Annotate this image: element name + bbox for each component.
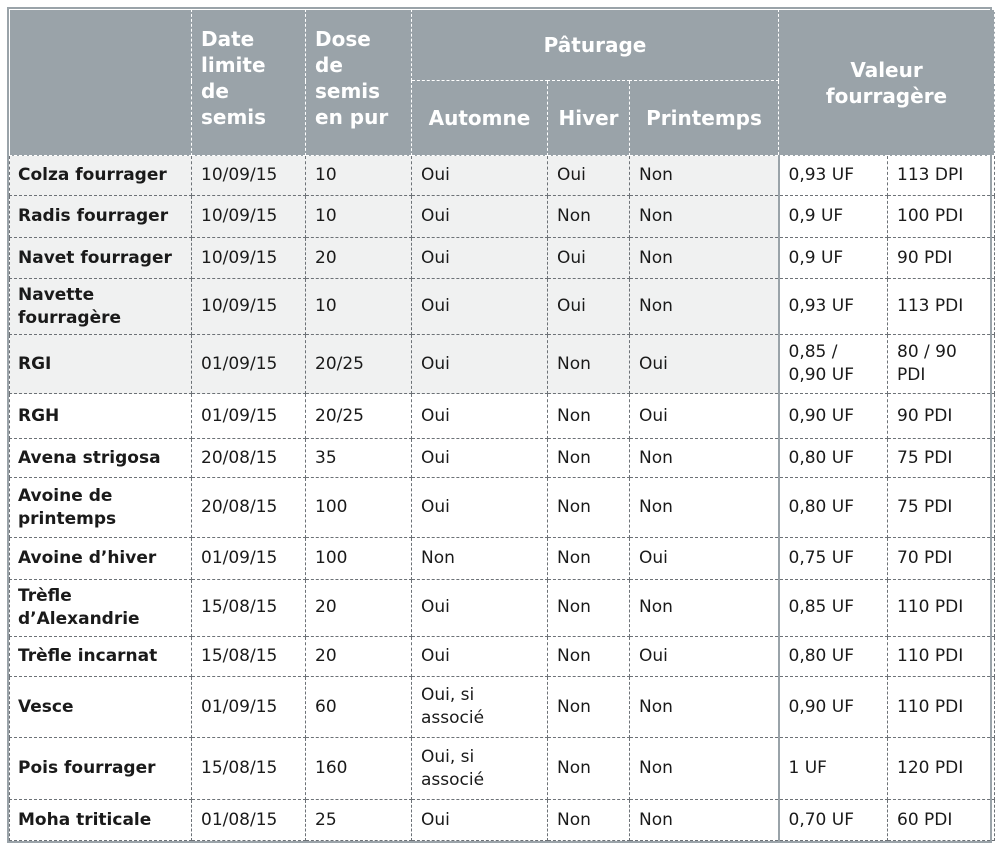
cell-uf: 0,9 UF bbox=[779, 237, 888, 278]
cell-species: Navet fourrager bbox=[10, 237, 192, 278]
cell-species: Vesce bbox=[10, 677, 192, 738]
cell-pdi: 113 PDI bbox=[888, 279, 995, 335]
cell-autumn: Oui bbox=[412, 800, 548, 841]
table-row bbox=[10, 538, 995, 579]
cell-autumn: Oui bbox=[412, 636, 548, 676]
cell-dose: 10 bbox=[306, 279, 412, 335]
cell-species: Trèfle incarnat bbox=[10, 636, 192, 676]
cell-pdi: 75 PDI bbox=[888, 478, 995, 538]
forage-table bbox=[9, 9, 995, 841]
forage-table-frame bbox=[7, 7, 992, 843]
cell-winter: Non bbox=[548, 579, 630, 636]
cell-winter: Non bbox=[548, 438, 630, 477]
cell-uf: 0,80 UF bbox=[779, 478, 888, 538]
table-row bbox=[10, 156, 995, 196]
cell-species: Pois fourrager bbox=[10, 738, 192, 800]
cell-winter: Non bbox=[548, 636, 630, 676]
table-row bbox=[10, 636, 995, 676]
cell-spring: Non bbox=[630, 738, 779, 800]
cell-autumn: Oui bbox=[412, 196, 548, 237]
cell-autumn: Oui bbox=[412, 156, 548, 196]
cell-spring: Non bbox=[630, 196, 779, 237]
cell-pdi: 80 / 90 PDI bbox=[888, 335, 995, 394]
header-spring: Printemps bbox=[630, 81, 779, 156]
cell-spring: Oui bbox=[630, 335, 779, 394]
cell-winter: Non bbox=[548, 196, 630, 237]
cell-winter: Non bbox=[548, 538, 630, 579]
cell-pdi: 110 PDI bbox=[888, 579, 995, 636]
cell-uf: 0,93 UF bbox=[779, 156, 888, 196]
cell-pdi: 120 PDI bbox=[888, 738, 995, 800]
cell-species: Radis fourrager bbox=[10, 196, 192, 237]
cell-uf: 0,70 UF bbox=[779, 800, 888, 841]
cell-pdi: 90 PDI bbox=[888, 394, 995, 439]
cell-uf: 1 UF bbox=[779, 738, 888, 800]
cell-uf: 0,90 UF bbox=[779, 677, 888, 738]
cell-spring: Oui bbox=[630, 636, 779, 676]
cell-dose: 10 bbox=[306, 196, 412, 237]
cell-winter: Non bbox=[548, 394, 630, 439]
cell-dose: 20 bbox=[306, 237, 412, 278]
cell-species: Avoine de printemps bbox=[10, 478, 192, 538]
cell-autumn: Oui bbox=[412, 335, 548, 394]
cell-autumn: Oui bbox=[412, 394, 548, 439]
cell-dose: 20 bbox=[306, 636, 412, 676]
cell-winter: Non bbox=[548, 478, 630, 538]
cell-dose: 20/25 bbox=[306, 394, 412, 439]
cell-spring: Non bbox=[630, 438, 779, 477]
cell-dose: 10 bbox=[306, 156, 412, 196]
cell-winter: Non bbox=[548, 335, 630, 394]
cell-species: Navette fourragère bbox=[10, 279, 192, 335]
cell-autumn: Oui, si associé bbox=[412, 738, 548, 800]
cell-species: RGI bbox=[10, 335, 192, 394]
cell-spring: Non bbox=[630, 800, 779, 841]
cell-date-limit: 01/08/15 bbox=[192, 800, 306, 841]
cell-autumn: Oui bbox=[412, 279, 548, 335]
table-row bbox=[10, 237, 995, 278]
cell-spring: Oui bbox=[630, 538, 779, 579]
cell-pdi: 100 PDI bbox=[888, 196, 995, 237]
cell-dose: 60 bbox=[306, 677, 412, 738]
header-species bbox=[10, 10, 192, 156]
cell-winter: Non bbox=[548, 800, 630, 841]
table-row bbox=[10, 579, 995, 636]
cell-spring: Non bbox=[630, 579, 779, 636]
cell-autumn: Oui bbox=[412, 478, 548, 538]
cell-spring: Oui bbox=[630, 394, 779, 439]
cell-uf: 0,93 UF bbox=[779, 279, 888, 335]
cell-autumn: Oui bbox=[412, 579, 548, 636]
cell-dose: 20 bbox=[306, 579, 412, 636]
cell-date-limit: 20/08/15 bbox=[192, 478, 306, 538]
cell-winter: Non bbox=[548, 738, 630, 800]
cell-dose: 20/25 bbox=[306, 335, 412, 394]
cell-uf: 0,80 UF bbox=[779, 438, 888, 477]
cell-pdi: 75 PDI bbox=[888, 438, 995, 477]
cell-date-limit: 15/08/15 bbox=[192, 579, 306, 636]
table-header bbox=[10, 10, 995, 156]
cell-autumn: Oui bbox=[412, 237, 548, 278]
table-row bbox=[10, 438, 995, 477]
cell-date-limit: 01/09/15 bbox=[192, 538, 306, 579]
cell-date-limit: 01/09/15 bbox=[192, 335, 306, 394]
cell-autumn: Oui bbox=[412, 438, 548, 477]
cell-pdi: 70 PDI bbox=[888, 538, 995, 579]
cell-dose: 100 bbox=[306, 538, 412, 579]
cell-spring: Non bbox=[630, 478, 779, 538]
cell-date-limit: 10/09/15 bbox=[192, 279, 306, 335]
cell-uf: 0,90 UF bbox=[779, 394, 888, 439]
table-row bbox=[10, 677, 995, 738]
cell-autumn: Non bbox=[412, 538, 548, 579]
cell-date-limit: 15/08/15 bbox=[192, 738, 306, 800]
cell-dose: 100 bbox=[306, 478, 412, 538]
cell-dose: 35 bbox=[306, 438, 412, 477]
cell-date-limit: 01/09/15 bbox=[192, 394, 306, 439]
cell-species: Avoine d’hiver bbox=[10, 538, 192, 579]
cell-species: Moha triticale bbox=[10, 800, 192, 841]
header-autumn: Automne bbox=[412, 81, 548, 156]
cell-spring: Non bbox=[630, 279, 779, 335]
cell-pdi: 60 PDI bbox=[888, 800, 995, 841]
table-body bbox=[10, 156, 995, 841]
cell-spring: Non bbox=[630, 156, 779, 196]
cell-pdi: 113 DPI bbox=[888, 156, 995, 196]
table-row bbox=[10, 394, 995, 439]
header-paturage: Pâturage bbox=[412, 10, 779, 81]
cell-date-limit: 01/09/15 bbox=[192, 677, 306, 738]
header-winter: Hiver bbox=[548, 81, 630, 156]
cell-uf: 0,75 UF bbox=[779, 538, 888, 579]
table-row bbox=[10, 800, 995, 841]
header-dose: Dose de semis en pur bbox=[306, 10, 412, 156]
cell-date-limit: 10/09/15 bbox=[192, 156, 306, 196]
cell-uf: 0,80 UF bbox=[779, 636, 888, 676]
cell-winter: Non bbox=[548, 677, 630, 738]
table-row bbox=[10, 196, 995, 237]
cell-species: Trèfle d’Alexandrie bbox=[10, 579, 192, 636]
table-row bbox=[10, 738, 995, 800]
cell-date-limit: 10/09/15 bbox=[192, 196, 306, 237]
cell-date-limit: 10/09/15 bbox=[192, 237, 306, 278]
cell-uf: 0,85 / 0,90 UF bbox=[779, 335, 888, 394]
cell-species: RGH bbox=[10, 394, 192, 439]
cell-dose: 160 bbox=[306, 738, 412, 800]
cell-spring: Non bbox=[630, 237, 779, 278]
cell-date-limit: 20/08/15 bbox=[192, 438, 306, 477]
cell-winter: Oui bbox=[548, 156, 630, 196]
cell-pdi: 110 PDI bbox=[888, 636, 995, 676]
header-valeur-fourragere: Valeur fourragère bbox=[779, 10, 995, 156]
cell-pdi: 90 PDI bbox=[888, 237, 995, 278]
cell-dose: 25 bbox=[306, 800, 412, 841]
cell-autumn: Oui, si associé bbox=[412, 677, 548, 738]
cell-species: Avena strigosa bbox=[10, 438, 192, 477]
cell-spring: Non bbox=[630, 677, 779, 738]
cell-pdi: 110 PDI bbox=[888, 677, 995, 738]
cell-species: Colza fourrager bbox=[10, 156, 192, 196]
cell-date-limit: 15/08/15 bbox=[192, 636, 306, 676]
cell-winter: Oui bbox=[548, 279, 630, 335]
table-row bbox=[10, 335, 995, 394]
cell-uf: 0,85 UF bbox=[779, 579, 888, 636]
cell-winter: Oui bbox=[548, 237, 630, 278]
table-row bbox=[10, 279, 995, 335]
cell-uf: 0,9 UF bbox=[779, 196, 888, 237]
header-date-limit: Date limite de semis bbox=[192, 10, 306, 156]
table-row bbox=[10, 478, 995, 538]
